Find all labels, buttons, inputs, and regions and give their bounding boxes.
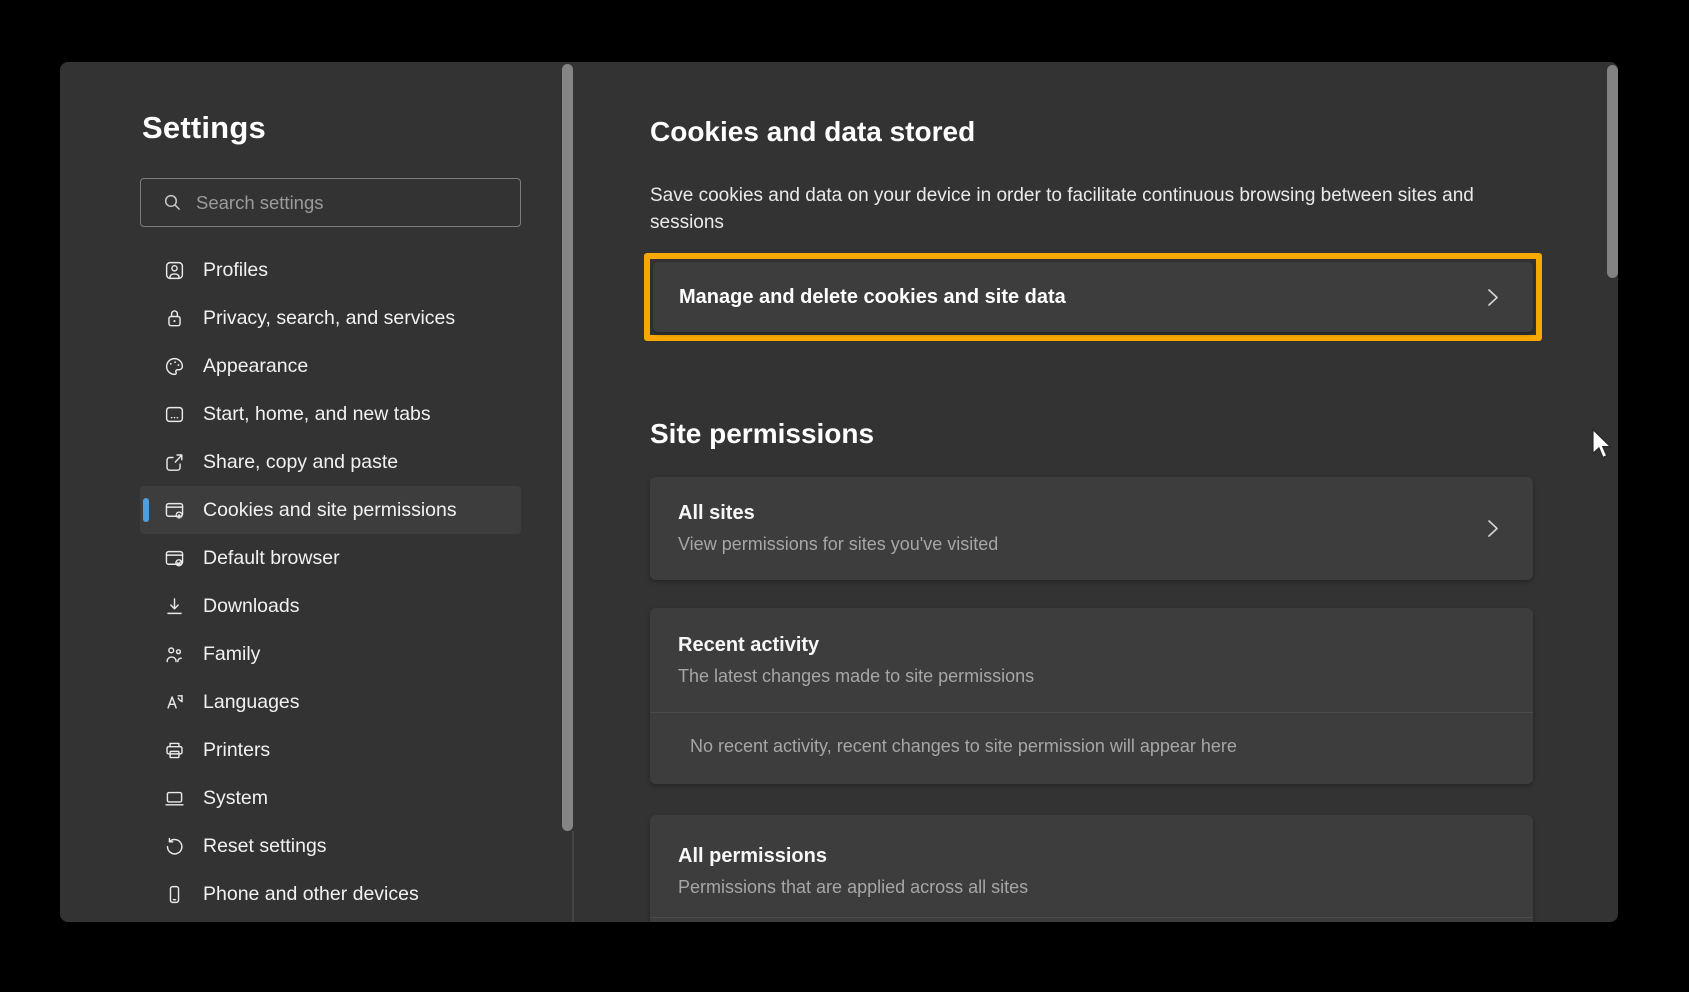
cookies-section-description: Save cookies and data on your device in order to facilitate continuous browsing between sites and sessions [650,185,1474,233]
all-sites-subtitle: View permissions for sites you've visited [678,534,999,554]
sidebar-item-printers[interactable] [140,726,521,774]
divider [650,712,1533,713]
sidebar-item-label: Printers [203,738,271,761]
settings-window [60,62,1618,922]
sidebar-item-share-copy-and-paste[interactable] [140,438,521,486]
manage-cookies-label: Manage and delete cookies and site data [679,285,1066,308]
sidebar-item-default-browser[interactable] [140,534,521,582]
profiles-icon [163,259,186,282]
privacy-icon [163,307,186,330]
printers-icon [163,739,186,762]
sidebar-item-family[interactable] [140,630,521,678]
sidebar-item-label: Profiles [203,258,269,281]
mouse-cursor [1590,428,1614,462]
family-icon [163,643,186,666]
site-permissions-title: Site permissions [650,418,875,449]
sidebar-item-profiles[interactable] [140,246,521,294]
downloads-icon [163,595,186,618]
all-permissions-card [650,815,1533,922]
sidebar-item-label: Default browser [203,546,340,569]
system-icon [163,787,186,810]
sidebar-item-label: Privacy, search, and services [203,306,456,329]
sidebar-item-phone-and-other-devices[interactable] [140,870,521,918]
sidebar-item-cookies-and-site-permissions[interactable] [140,486,521,534]
chevron-right-icon [1487,288,1499,307]
sidebar-item-label: Appearance [203,354,309,377]
recent-activity-empty-message: No recent activity, recent changes to site permission will appear here [690,736,1237,756]
page-title: Settings [142,110,266,145]
all-sites-title: All sites [678,502,755,524]
sidebar-scrollbar-track [572,831,574,922]
sidebar-item-label: System [203,786,269,809]
manage-cookies-button[interactable] [653,262,1533,332]
phone-icon [163,883,186,906]
highlight-frame [644,253,1542,341]
start-home-icon [163,403,186,426]
languages-icon [163,691,186,714]
sidebar-item-privacy-search-and-services[interactable] [140,294,521,342]
sidebar-item-label: Phone and other devices [203,882,419,905]
cookies-icon [163,499,186,522]
sidebar-item-label: Languages [203,690,300,713]
sidebar-item-languages[interactable] [140,678,521,726]
sidebar-item-label: Downloads [203,594,300,617]
sidebar-item-label: Start, home, and new tabs [203,402,431,425]
recent-activity-card [650,608,1533,784]
all-permissions-subtitle: Permissions that are applied across all sites [678,877,1029,897]
recent-activity-title: Recent activity [678,634,820,656]
sidebar-item-appearance[interactable] [140,342,521,390]
sidebar-item-start-home-and-new-tabs[interactable] [140,390,521,438]
sidebar-item-system[interactable] [140,774,521,822]
settings-nav [140,246,521,918]
sidebar-item-label: Reset settings [203,834,327,857]
divider [650,917,1533,918]
default-browser-icon [163,547,186,570]
all-sites-card[interactable] [650,477,1533,580]
sidebar-item-reset-settings[interactable] [140,822,521,870]
search-input[interactable] [196,192,506,214]
reset-icon [163,835,186,858]
sidebar-item-label: Share, copy and paste [203,450,399,473]
recent-activity-subtitle: The latest changes made to site permissions [678,666,1035,686]
chevron-right-icon [1487,519,1499,538]
search-icon [163,193,182,212]
share-icon [163,451,186,474]
sidebar-item-downloads[interactable] [140,582,521,630]
sidebar-item-label: Cookies and site permissions [203,498,457,521]
cookies-section-title: Cookies and data stored [650,116,976,147]
sidebar-scrollbar-thumb[interactable] [562,64,573,831]
main-scrollbar-thumb[interactable] [1607,65,1618,278]
all-permissions-title: All permissions [678,845,827,867]
search-box[interactable] [140,178,521,227]
appearance-icon [163,355,186,378]
sidebar-item-label: Family [203,642,261,665]
